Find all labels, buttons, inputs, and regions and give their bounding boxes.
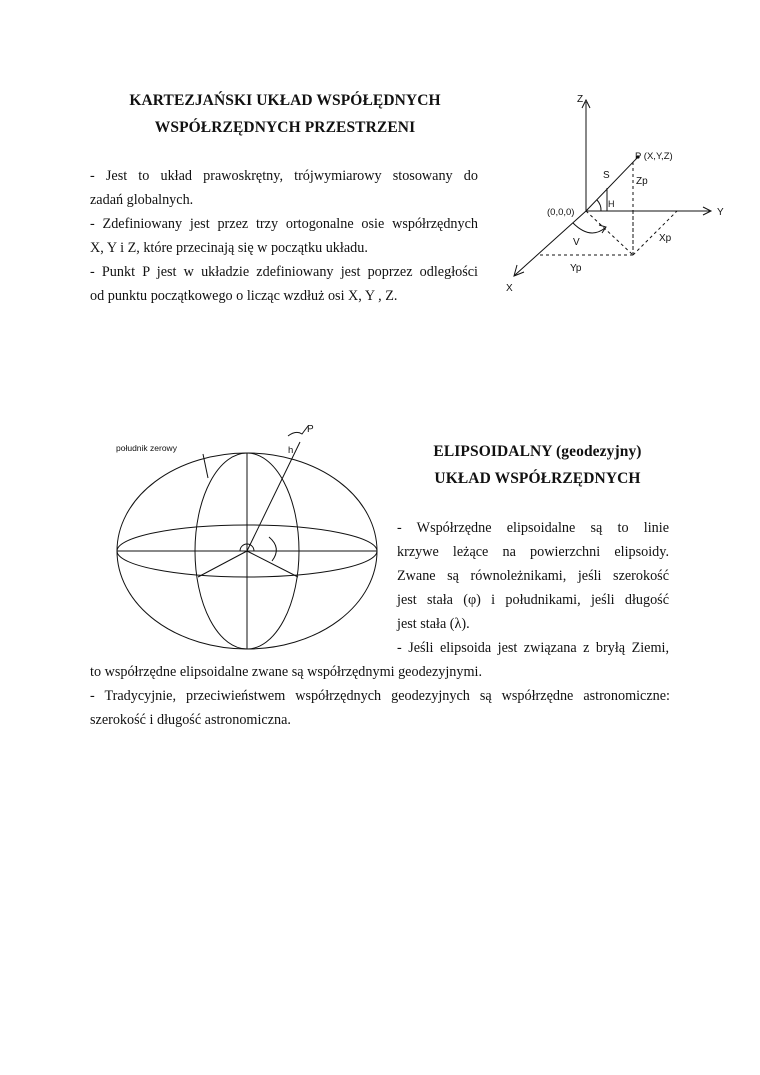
section2-title-line2: UKŁAD WSPÓŁRZĘDNYCH xyxy=(434,470,641,487)
yp-label: Yp xyxy=(570,263,582,274)
cartesian-diagram xyxy=(495,80,735,295)
section2-line: jest stała (λ). xyxy=(397,616,470,632)
section1-title-line1: KARTEZJAŃSKI UKŁAD WSPÓŁĘDNYCH xyxy=(129,92,441,109)
normal-line xyxy=(247,442,300,551)
section1-body xyxy=(90,164,478,308)
ellipsoid-diagram xyxy=(110,420,395,655)
point-p-label: P (X,Y,Z) xyxy=(635,151,673,162)
y-axis-label: Y xyxy=(717,207,724,218)
section1-title xyxy=(90,87,480,141)
section1-line: X, Y i Z, które przecinają się w początku układu. xyxy=(90,240,368,256)
radius-line-right xyxy=(247,551,298,577)
x-axis-label: X xyxy=(506,283,513,294)
v-arrow xyxy=(599,225,606,233)
section2-body-full xyxy=(90,660,670,732)
origin-label: (0,0,0) xyxy=(547,207,575,218)
section2-line: - Tradycyjnie, przeciwieństwem współrzędnych geodezyjnych są współrzędne astronomiczne: xyxy=(90,688,670,704)
section2-line: Zwane są równoleżnikami, jeśli szerokość xyxy=(397,568,669,584)
section1-line: - Zdefiniowany jest przez trzy ortogonalne osie współrzędnych xyxy=(90,216,478,232)
section2-line: krzywe leżące na powierzchni elipsoidy. xyxy=(397,544,669,560)
section1-title-line2: WSPÓŁRZĘDNYCH PRZESTRZENI xyxy=(154,119,416,136)
section1-line: zadań globalnych. xyxy=(90,192,194,208)
section1-line: - Jest to układ prawoskrętny, trójwymiarowy stosowany do xyxy=(90,168,478,184)
meridian-label: południk zerowy xyxy=(116,443,177,453)
section2-title-line1: ELIPSOIDALNY (geodezyjny) xyxy=(433,443,642,460)
s-label: S xyxy=(603,170,610,181)
xp-label: Xp xyxy=(659,233,672,244)
section2-line: jest stała (φ) i południkami, jeśli długość xyxy=(397,592,669,608)
section2-title xyxy=(395,438,680,492)
latitude-arc xyxy=(269,537,276,561)
zp-label: Zp xyxy=(636,176,648,187)
height-h-label: h xyxy=(288,445,294,456)
section1-line: - Punkt P jest w układzie zdefiniowany jest poprzez odległości xyxy=(90,264,478,280)
section2-line: - Jeśli elipsoida jest związana z bryłą Ziemi, xyxy=(397,640,669,656)
radius-line-left xyxy=(198,551,247,577)
z-axis-label: Z xyxy=(577,94,584,105)
section1-line: od punktu początkowego o licząc wzdłuż osi X, Y , Z. xyxy=(90,288,398,304)
section2-body-right xyxy=(397,516,669,660)
h-angle-arc xyxy=(597,200,601,211)
section2-line: to współrzędne elipsoidalne zwane są współrzędnymi geodezyjnymi. xyxy=(90,664,483,680)
point-p-label: P xyxy=(307,424,314,435)
h-label: H xyxy=(608,199,615,209)
section2-line: - Współrzędne elipsoidalne są to linie xyxy=(397,520,669,536)
section2-line: szerokość i długość astronomiczna. xyxy=(90,712,291,728)
v-label: V xyxy=(573,237,580,248)
p-pointer xyxy=(288,426,308,436)
